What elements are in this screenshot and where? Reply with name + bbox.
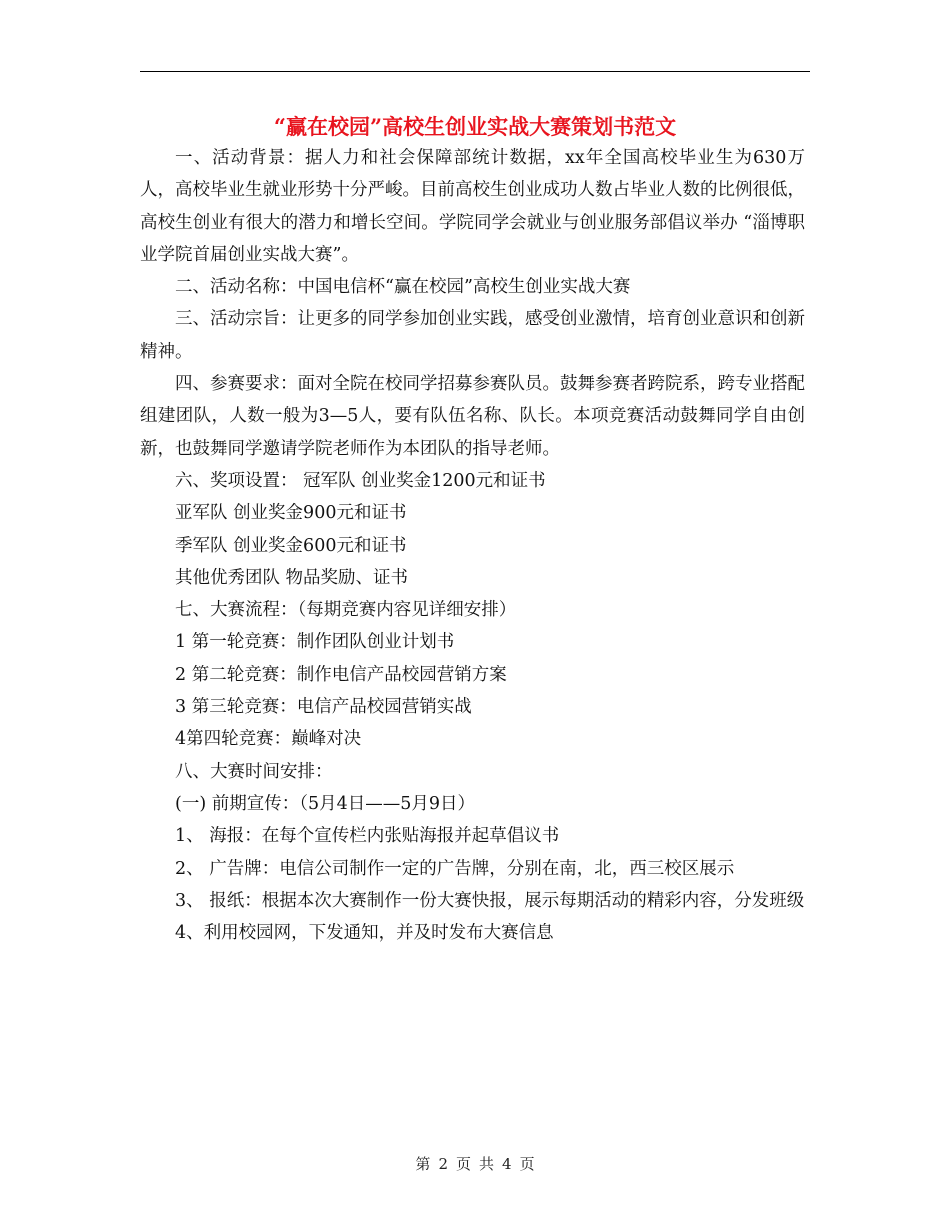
list-item-poster: 1、 海报：在每个宣传栏内张贴海报并起草倡议书 (175, 826, 560, 847)
document-title: “赢在校园”高校生创业实战大赛策划书范文 (273, 114, 677, 139)
paragraph-promotion: (一) 前期宣传：（5月4日——5月9日） (175, 793, 476, 814)
footer-label-end: 页 (519, 1155, 535, 1173)
paragraph-award-third: 季军队 创业奖金600元和证书 (175, 535, 407, 556)
list-item-newspaper: 3、 报纸：根据本次大赛制作一份大赛快报，展示每期活动的精彩内容，分发班级 (175, 890, 805, 911)
page-footer (0, 1152, 950, 1176)
footer-total-pages: 4 (502, 1155, 512, 1173)
paragraph-process: 七、大赛流程：（每期竞赛内容见详细安排） (175, 600, 517, 621)
paragraph-purpose: 三、活动宗旨：让更多的同学参加创业实践，感受创业激情，培育创业意识和创新精神。 (140, 309, 805, 362)
list-item-round-3: 3 第三轮竞赛：电信产品校园营销实战 (175, 697, 472, 718)
paragraph-awards: 六、奖项设置： 冠军队 创业奖金1200元和证书 (175, 470, 546, 491)
footer-label-of: 页 (455, 1155, 471, 1173)
paragraph-background: 一、活动背景：据人力和社会保障部统计数据，xx年全国高校毕业生为630万人，高校毕业生就业形势十分严峻。目前高校生创业成功人数占毕业人数的比例很低，高校生创业有很大的潜力和增长空间。学院同学会就业与创业服务部倡议举办 “淄博职业学院首届创业实战大赛”。 (140, 148, 805, 265)
footer-current-page: 2 (438, 1155, 448, 1173)
list-item-campus-net: 4、利用校园网，下发通知，并及时发布大赛信息 (175, 923, 554, 944)
paragraph-award-other: 其他优秀团队 物品奖励、证书 (175, 567, 409, 588)
footer-label-total: 共 (479, 1155, 495, 1173)
paragraph-award-second: 亚军队 创业奖金900元和证书 (175, 503, 407, 524)
footer-label-page: 第 (415, 1155, 431, 1173)
header-rule (140, 71, 810, 72)
paragraph-schedule: 八、大赛时间安排： (175, 761, 333, 782)
list-item-round-1: 1 第一轮竞赛：制作团队创业计划书 (175, 632, 455, 653)
list-item-billboard: 2、 广告牌：电信公司制作一定的广告牌，分别在南，北，西三校区展示 (175, 858, 735, 879)
document-body (140, 142, 805, 949)
list-item-round-2: 2 第二轮竞赛：制作电信产品校园营销方案 (175, 664, 507, 685)
paragraph-requirements: 四、参赛要求：面对全院在校同学招募参赛队员。鼓舞参赛者跨院系，跨专业搭配组建团队，人数一般为3—5人，要有队伍名称、队长。本项竞赛活动鼓舞同学自由创新，也鼓舞同学邀请学院老师作为本团队的指导老师。 (140, 374, 805, 459)
paragraph-activity-name: 二、活动名称：中国电信杯“赢在校园”高校生创业实战大赛 (175, 277, 631, 298)
list-item-round-4: 4第四轮竞赛：巅峰对决 (175, 729, 362, 750)
